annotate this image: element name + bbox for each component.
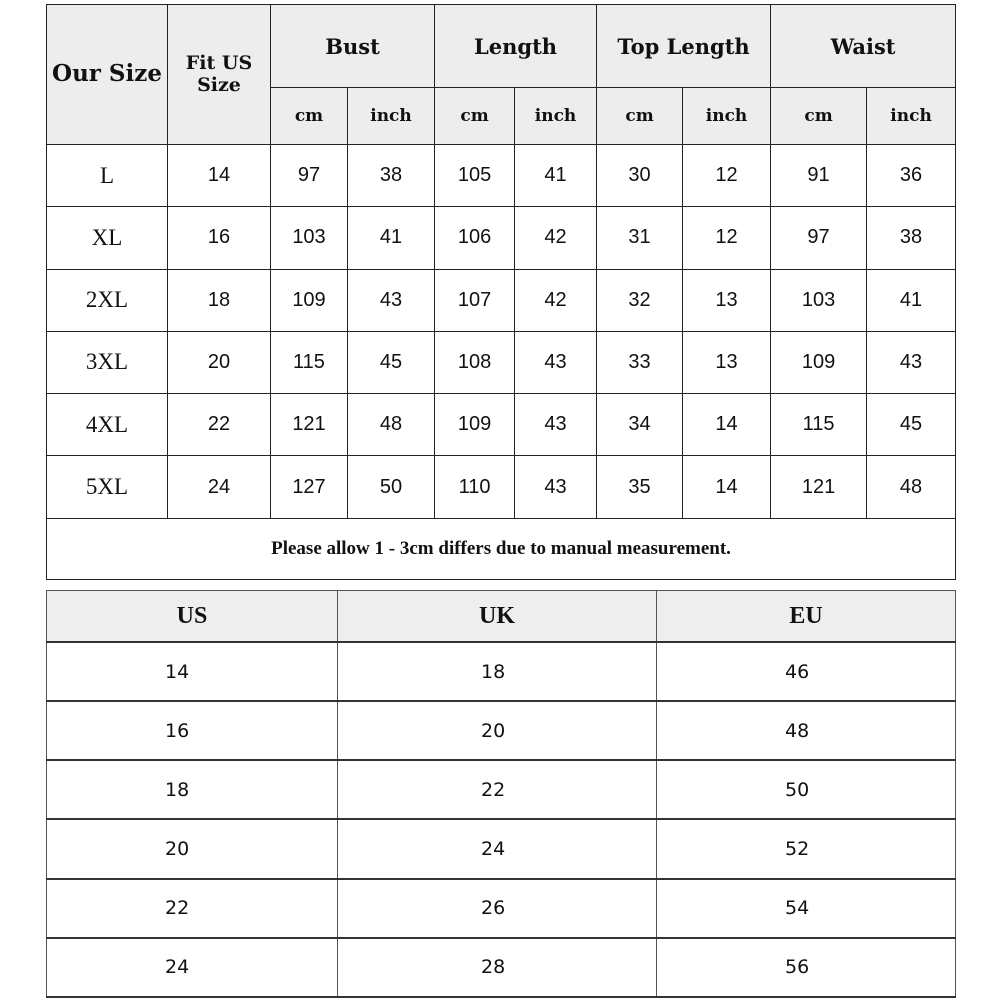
uk-cell: 22 xyxy=(338,760,657,819)
us-cell: 22 xyxy=(47,879,338,938)
length-inch-cell: 43 xyxy=(515,456,597,518)
us-header: US xyxy=(47,591,338,643)
waist-header: Waist xyxy=(771,5,956,88)
table-row xyxy=(47,269,956,331)
fit-us-cell: 18 xyxy=(168,269,271,331)
length-cm-cell: 110 xyxy=(435,456,515,518)
bust-cm-cell: 121 xyxy=(271,394,348,456)
top-length-inch-cell: 12 xyxy=(683,207,771,269)
length-inch-cell: 42 xyxy=(515,269,597,331)
us-cell: 16 xyxy=(47,701,338,760)
top-length-inch-header: inch xyxy=(683,88,771,145)
bust-cm-header: cm xyxy=(271,88,348,145)
top-length-cm-cell: 30 xyxy=(597,145,683,207)
uk-cell: 24 xyxy=(338,819,657,878)
length-inch-cell: 43 xyxy=(515,394,597,456)
length-cm-cell: 105 xyxy=(435,145,515,207)
length-cm-cell: 107 xyxy=(435,269,515,331)
eu-cell: 52 xyxy=(657,819,956,878)
eu-cell: 48 xyxy=(657,701,956,760)
top-length-cm-header: cm xyxy=(597,88,683,145)
length-inch-cell: 42 xyxy=(515,207,597,269)
waist-cm-cell: 91 xyxy=(771,145,867,207)
us-cell: 24 xyxy=(47,938,338,997)
fit-us-cell: 14 xyxy=(168,145,271,207)
top-length-cm-cell: 34 xyxy=(597,394,683,456)
eu-header: EU xyxy=(657,591,956,643)
size-cell: 5XL xyxy=(47,456,168,518)
our-size-header: Our Size xyxy=(47,5,168,145)
bust-cm-cell: 109 xyxy=(271,269,348,331)
size-conversion-table xyxy=(46,590,956,998)
us-cell: 18 xyxy=(47,760,338,819)
length-cm-header: cm xyxy=(435,88,515,145)
eu-cell: 56 xyxy=(657,938,956,997)
bust-inch-cell: 41 xyxy=(348,207,435,269)
bust-inch-cell: 43 xyxy=(348,269,435,331)
waist-cm-cell: 115 xyxy=(771,394,867,456)
uk-cell: 26 xyxy=(338,879,657,938)
bust-inch-cell: 48 xyxy=(348,394,435,456)
waist-inch-cell: 38 xyxy=(867,207,956,269)
uk-header: UK xyxy=(338,591,657,643)
fit-us-cell: 16 xyxy=(168,207,271,269)
table-row xyxy=(47,879,956,938)
table-row xyxy=(47,145,956,207)
eu-cell: 50 xyxy=(657,760,956,819)
fit-us-cell: 20 xyxy=(168,331,271,393)
eu-cell: 46 xyxy=(657,642,956,701)
top-length-inch-cell: 13 xyxy=(683,269,771,331)
top-length-inch-cell: 14 xyxy=(683,456,771,518)
top-length-cm-cell: 33 xyxy=(597,331,683,393)
uk-cell: 18 xyxy=(338,642,657,701)
fit-us-line2: Size xyxy=(197,73,241,96)
table-row xyxy=(47,760,956,819)
table-row xyxy=(47,331,956,393)
length-inch-header: inch xyxy=(515,88,597,145)
fit-us-size-header xyxy=(168,5,271,145)
waist-cm-cell: 121 xyxy=(771,456,867,518)
top-length-cm-cell: 31 xyxy=(597,207,683,269)
eu-cell: 54 xyxy=(657,879,956,938)
waist-inch-cell: 41 xyxy=(867,269,956,331)
size-cell: L xyxy=(47,145,168,207)
waist-cm-cell: 109 xyxy=(771,331,867,393)
table-row xyxy=(47,819,956,878)
length-inch-cell: 43 xyxy=(515,331,597,393)
table-row xyxy=(47,394,956,456)
fit-us-cell: 24 xyxy=(168,456,271,518)
length-cm-cell: 106 xyxy=(435,207,515,269)
uk-cell: 28 xyxy=(338,938,657,997)
top-length-cm-cell: 32 xyxy=(597,269,683,331)
length-header: Length xyxy=(435,5,597,88)
table-row xyxy=(47,207,956,269)
top-length-inch-cell: 13 xyxy=(683,331,771,393)
waist-cm-cell: 97 xyxy=(771,207,867,269)
length-cm-cell: 108 xyxy=(435,331,515,393)
top-length-cm-cell: 35 xyxy=(597,456,683,518)
top-length-inch-cell: 14 xyxy=(683,394,771,456)
waist-inch-header: inch xyxy=(867,88,956,145)
top-length-header: Top Length xyxy=(597,5,771,88)
waist-inch-cell: 36 xyxy=(867,145,956,207)
bust-inch-cell: 50 xyxy=(348,456,435,518)
us-cell: 14 xyxy=(47,642,338,701)
fit-us-cell: 22 xyxy=(168,394,271,456)
bust-cm-cell: 115 xyxy=(271,331,348,393)
table-row xyxy=(47,456,956,518)
waist-inch-cell: 45 xyxy=(867,394,956,456)
table-row xyxy=(47,701,956,760)
size-cell: XL xyxy=(47,207,168,269)
size-cell: 4XL xyxy=(47,394,168,456)
bust-inch-cell: 38 xyxy=(348,145,435,207)
waist-cm-cell: 103 xyxy=(771,269,867,331)
waist-cm-header: cm xyxy=(771,88,867,145)
bust-cm-cell: 127 xyxy=(271,456,348,518)
size-chart-table xyxy=(46,4,956,580)
uk-cell: 20 xyxy=(338,701,657,760)
bust-cm-cell: 97 xyxy=(271,145,348,207)
measurement-note: Please allow 1 - 3cm differs due to manual measurement. xyxy=(47,518,956,579)
bust-header: Bust xyxy=(271,5,435,88)
waist-inch-cell: 43 xyxy=(867,331,956,393)
top-length-inch-cell: 12 xyxy=(683,145,771,207)
waist-inch-cell: 48 xyxy=(867,456,956,518)
length-inch-cell: 41 xyxy=(515,145,597,207)
size-cell: 2XL xyxy=(47,269,168,331)
table-row xyxy=(47,938,956,997)
fit-us-line1: Fit US xyxy=(185,51,253,74)
us-cell: 20 xyxy=(47,819,338,878)
bust-inch-header: inch xyxy=(348,88,435,145)
bust-inch-cell: 45 xyxy=(348,331,435,393)
length-cm-cell: 109 xyxy=(435,394,515,456)
note-row xyxy=(47,518,956,579)
size-cell: 3XL xyxy=(47,331,168,393)
table-row xyxy=(47,642,956,701)
bust-cm-cell: 103 xyxy=(271,207,348,269)
